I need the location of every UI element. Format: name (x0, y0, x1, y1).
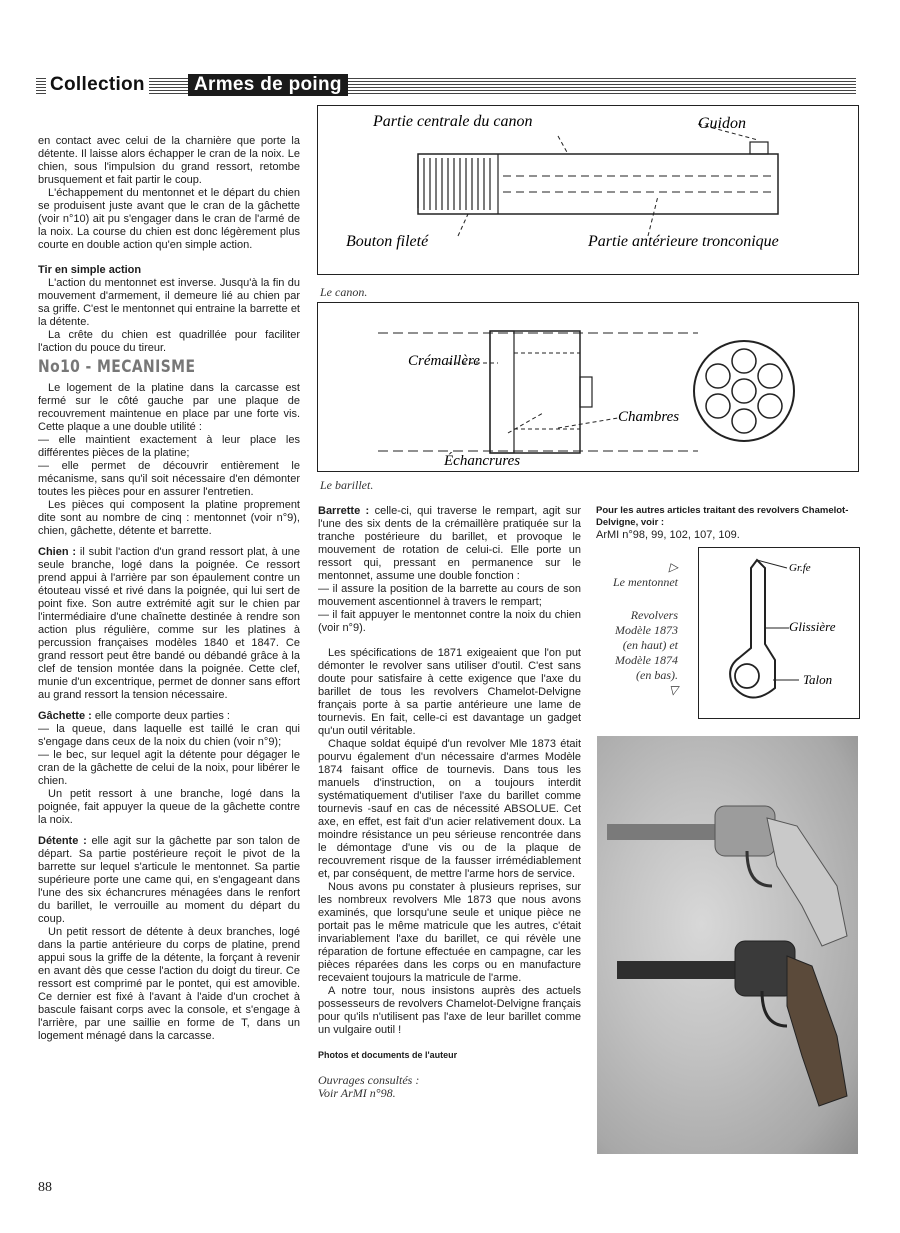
text-chien: il subit l'action d'un grand ressort plat, à une seule branche, logé dans la poignée. Ce ressort prend appui à l'arrière par son épaulement contre un étouteau vissé et rivé dans la poignée, qui lui sert de point fixe. Son autre extrémité agit sur le chien par l'intermédiaire d'une chaînette destinée à rendre son action plus régulière, comme sur les platines à percussion françaises modèles 1840 et 1847. Ce grand ressort peut être bandé ou débandé grâce à la clef de tension montée dans la poignée. Cette clef, munie d'un excentrique, permet de donner sans effort au grand ressort la tension nécessaire. (38, 546, 301, 701)
term-barrette: Barrette : (318, 505, 370, 517)
paragraph: La crête du chien est quadrillée pour faciliter l'action du pouce du tireur. (38, 329, 300, 354)
paragraph: A notre tour, nous insistons auprès des actuels possesseurs de revolvers Chamelot-Delvigne français pour qu'ils n'utilisent pas l'axe de leur barillet comme un vulgaire outil ! (318, 985, 581, 1036)
list-item: — il fait appuyer le mentonnet contre la noix du chien (voir n°9). (318, 609, 581, 634)
paragraph: Les spécifications de 1871 exigeaient que l'on put démonter le revolver sans utiliser d'outil. C'est sans doute pour satisfaire à cette exigence que l'axe du barillet de tous les revolvers Chamelot-Delvigne français porte à sa partie antérieure une lame de tournevis. En fait, celle-ci est davantage un gadget qu'un outil véritable. (318, 647, 581, 737)
label-guidon: Guidon (698, 115, 746, 132)
text-detente: elle agit sur la gâchette par son talon de départ. Sa partie postérieure reçoit le pivot de la barrette sur lequel s'articule le mentonnet. Sa partie supérieure porte une came qui, en s'engageant dans l'une des six échancrures ménagées dans le renfort du barillet, le verrouille au moment du départ du coup. (38, 835, 300, 925)
figure-barillet (317, 302, 859, 472)
paragraph-barrette (318, 505, 581, 583)
related-articles-note: Pour les autres articles traitant des revolvers Chamelot-Delvigne, voir : (596, 505, 849, 528)
subheading-simple-action: Tir en simple action (38, 264, 142, 276)
related-articles-refs: ArMI n°98, 99, 102, 107, 109. (596, 529, 740, 541)
barillet-drawing (318, 303, 858, 471)
mentonnet-caption (598, 560, 678, 698)
list-item: — il assure la position de la barrette au cours de son mouvement ascentionnel à travers le rempart; (318, 583, 581, 608)
column-2 (318, 505, 581, 1100)
label-talon: Talon (803, 672, 833, 687)
mentonnet-title: Le mentonnet (613, 575, 678, 589)
photo-caption: Revolvers Modèle 1873 (en haut) et Modèle 1874 (en bas). (615, 608, 678, 682)
list-item: — elle permet de découvrir entièrement le mécanisme, sans qu'il soit nécessaire d'en démonter toutes les pièces pour en assurer l'entretien. (38, 460, 300, 498)
header-rules (36, 76, 856, 94)
paragraph-chien (38, 546, 300, 702)
list-item: — la queue, dans laquelle est taillé le cran qui s'engage dans ceux de la noix du chien (voir n°9); (38, 723, 300, 748)
page-number: 88 (38, 1180, 52, 1195)
term-chien: Chien : (38, 546, 77, 558)
revolver-1874-image (617, 941, 847, 1106)
label-cremaillere: Crémaillère (408, 353, 480, 369)
paragraph: L'action du mentonnet est inverse. Jusqu'à la fin du mouvement d'armement, il demeure lié au chien par sa griffe. C'est le mentonnet qui entraine la barrette et la détente. (38, 277, 300, 328)
term-detente: Détente : (38, 835, 87, 847)
paragraph: Nous avons pu constater à plusieurs reprises, sur les nombreux revolvers Mle 1873 que nous avons examinés, que lorsqu'une seule et unique pièce ne portait pas le même matricule que les autres, c'était invariablement l'axe du barillet, ce qui révèle une réparation de fortune effectuée en campagne, car les pièces réparées dans les corps ou en manufacture recevaient toujours la matricule de l'arme. (318, 881, 581, 984)
revolver-1873-image (607, 806, 847, 946)
paragraph: Le logement de la platine dans la carcasse est fermé sur le côté gauche par une plaque de recouvrement maintenue en place par une forte vis. Cette plaque a une double utilité : (38, 382, 300, 433)
paragraph: Un petit ressort à une branche, logé dans la poignée, fait appuyer la queue de la gâchette contre la noix. (38, 788, 300, 826)
column-1 (38, 135, 300, 1043)
list-item: — elle maintient exactement à leur place les différentes pièces de la platine; (38, 434, 300, 459)
paragraph: Chaque soldat équipé d'un revolver Mle 1873 était pourvu également d'un nécessaire d'armes Modèle 1874 faisant office de tournevis. Dans tous les manuels d'instruction, on a toujours interdit systématiquement d'utiliser l'axe du barillet comme tournevis -sauf en cas de nécessité ABSOLUE. Cet axe, en effet, est fait d'un acier relativement doux. La moindre résistance un peu sérieuse rencontrée dans le démontage d'une vis ou de la plaque de recouvrement risque de la fausser irrémédiablement et, par conséquent, de mettre l'arme hors de service. (318, 738, 581, 880)
arrow-right-icon: ▷ (668, 560, 678, 574)
list-item: — le bec, sur lequel agit la détente pour dégager le cran de la gâchette de celui de la noix, pour libérer le chien. (38, 749, 300, 787)
column-3 (596, 505, 858, 542)
label-echancrures: Échancrures (444, 453, 521, 469)
paragraph-gachette (38, 710, 300, 723)
revolvers-illustration (597, 736, 858, 1154)
text-barrette: celle-ci, qui traverse le rempart, agit sur l'une des six dents de la crémaillère pratiquée sur la tranche postérieure du barillet, et provoque le mouvement de rotation de celui-ci. Elle porte un ressort qui, pressant en permanence sur le mentonnet, assume une double fonction : (318, 505, 581, 582)
paragraph: Les pièces qui composent la platine proprement dite sont au nombre de cinq : mentonnet (voir n°9), chien, gâchette, détente et barrette. (38, 499, 300, 537)
header-section: Armes de poing (188, 74, 348, 96)
revolvers-photo (597, 736, 858, 1154)
label-chambres: Chambres (618, 409, 680, 425)
photo-credits: Photos et documents de l'auteur (318, 1050, 458, 1060)
figure-canon (317, 105, 859, 275)
paragraph: en contact avec celui de la charnière que porte la détente. Il laisse alors échapper le cran de la noix. Le chien, sous l'impulsion du grand ressort, retombe brusquement et fait partir le coup. (38, 135, 300, 186)
mentonnet-drawing (699, 548, 859, 718)
ouvrages-reference: Voir ArMI n°98. (318, 1086, 396, 1100)
label-bouton-filete: Bouton fileté (346, 233, 429, 250)
text-gachette: elle comporte deux parties : (91, 710, 230, 722)
header-collection: Collection (46, 74, 149, 96)
label-griffe: Gr.fe (789, 562, 811, 574)
figure-mentonnet (698, 547, 860, 719)
arrow-down-icon: ▽ (668, 683, 678, 697)
label-partie-anterieure: Partie antérieure tronconique (588, 233, 779, 250)
canon-drawing (318, 106, 858, 274)
paragraph-detente (38, 835, 300, 926)
caption-canon: Le canon. (320, 285, 368, 299)
term-gachette: Gâchette : (38, 710, 92, 722)
label-partie-centrale: Partie centrale du canon (373, 113, 533, 130)
running-header (36, 76, 856, 94)
paragraph: L'échappement du mentonnet et le départ du chien se produisent juste avant que le cran de la gâchette (voir n°10) ait pu s'engager dans le cran de l'armé de la noix. La course du chien est donc légèrement plus courte en double action qu'en simple action. (38, 187, 300, 251)
section-title: No10 - MECANISME (38, 357, 196, 377)
paragraph: Un petit ressort de détente à deux branches, logé dans la partie antérieure du corps de platine, prend appui sous la griffe de la détente, la forçant à revenir en avant dès que cesse l'action du doigt du tireur. Ce ressort est comprimé par le pontet, qui est amovible. Ce dernier est fixé à l'avant à l'aide d'un crochet à bascule faisant corps avec la console, et s'engage à l'arrière, par une saillie en forme de T, dans un logement ménagé dans la carcasse. (38, 926, 300, 1042)
caption-barillet: Le barillet. (320, 478, 374, 492)
label-glissiere: Glissière (789, 619, 836, 634)
ouvrages-title: Ouvrages consultés : (318, 1073, 420, 1087)
